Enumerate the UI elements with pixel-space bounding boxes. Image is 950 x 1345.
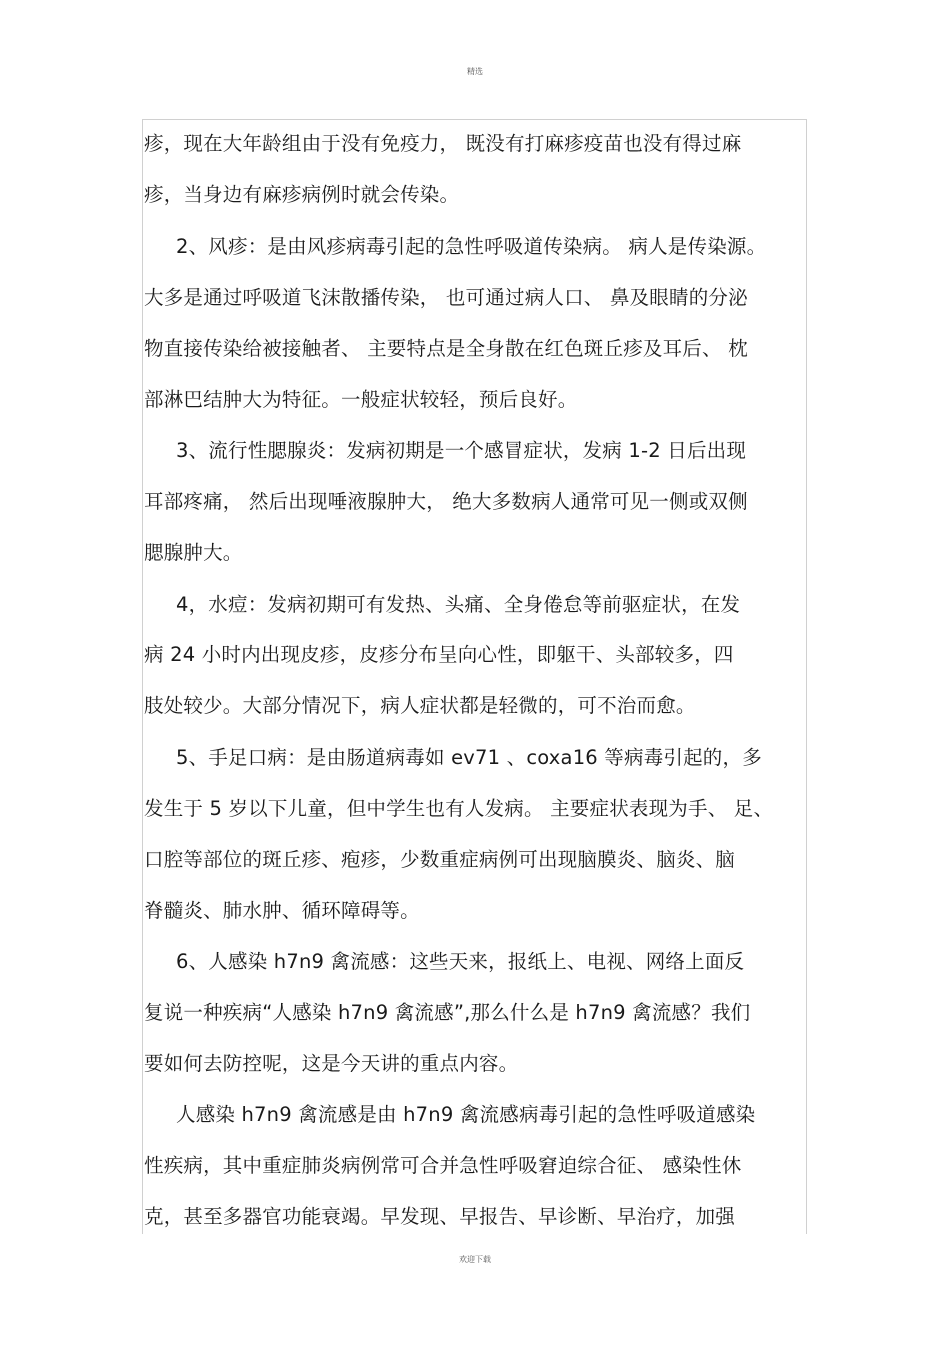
- text-line: 部淋巴结肿大为特征。一般症状较轻，预后良好。: [144, 388, 578, 411]
- text-line: 物直接传染给被接触者、 主要特点是全身散在红色斑丘疹及耳后、 枕: [144, 337, 748, 360]
- page-frame-right-border: [806, 119, 807, 1234]
- text-line: 腮腺肿大。: [144, 541, 243, 564]
- text-line: 病 24 小时内出现皮疹，皮疹分布呈向心性，即躯干、头部较多，四: [144, 643, 734, 666]
- text-line: 6、人感染 h7n9 禽流感：这些天来，报纸上、电视、网络上面反: [176, 950, 745, 973]
- page-frame-left-border: [142, 119, 143, 1234]
- text-line: 耳部疼痛， 然后出现唾液腺肿大， 绝大多数病人通常可见一侧或双侧: [144, 490, 748, 513]
- text-line: 5、手足口病：是由肠道病毒如 ev71 、coxa16 等病毒引起的，多: [176, 746, 762, 769]
- page-header-mark: 精选: [467, 67, 483, 76]
- text-line: 复说一种疾病“人感染 h7n9 禽流感”,那么什么是 h7n9 禽流感？我们: [144, 1001, 751, 1024]
- text-line: 疹，当身边有麻疹病例时就会传染。: [144, 183, 460, 206]
- text-line: 人感染 h7n9 禽流感是由 h7n9 禽流感病毒引起的急性呼吸道感染: [176, 1103, 756, 1126]
- text-line: 肢处较少。大部分情况下，病人症状都是轻微的，可不治而愈。: [144, 694, 696, 717]
- text-line: 大多是通过呼吸道飞沫散播传染， 也可通过病人口、 鼻及眼睛的分泌: [144, 286, 748, 309]
- text-line: 性疾病，其中重症肺炎病例常可合并急性呼吸窘迫综合征、 感染性休: [144, 1154, 742, 1177]
- page-frame-top-border: [142, 119, 807, 120]
- text-line: 口腔等部位的斑丘疹、疱疹，少数重症病例可出现脑膜炎、脑炎、脑: [144, 848, 736, 871]
- page-footer-mark: 欢迎下载: [459, 1255, 491, 1264]
- text-line: 脊髓炎、肺水肿、循环障碍等。: [144, 899, 420, 922]
- text-line: 3、流行性腮腺炎：发病初期是一个感冒症状，发病 1-2 日后出现: [176, 439, 747, 462]
- text-line: 发生于 5 岁以下儿童，但中学生也有人发病。 主要症状表现为手、 足、: [144, 797, 774, 820]
- text-line: 4，水痘：发病初期可有发热、头痛、全身倦怠等前驱症状，在发: [176, 593, 741, 616]
- text-line: 2、风疹：是由风疹病毒引起的急性呼吸道传染病。 病人是传染源。: [176, 235, 767, 258]
- text-line: 克，甚至多器官功能衰竭。早发现、早报告、早诊断、早治疗，加强: [144, 1205, 736, 1228]
- text-line: 要如何去防控呢，这是今天讲的重点内容。: [144, 1052, 519, 1075]
- text-line: 疹，现在大年龄组由于没有免疫力， 既没有打麻疹疫苗也没有得过麻: [144, 132, 742, 155]
